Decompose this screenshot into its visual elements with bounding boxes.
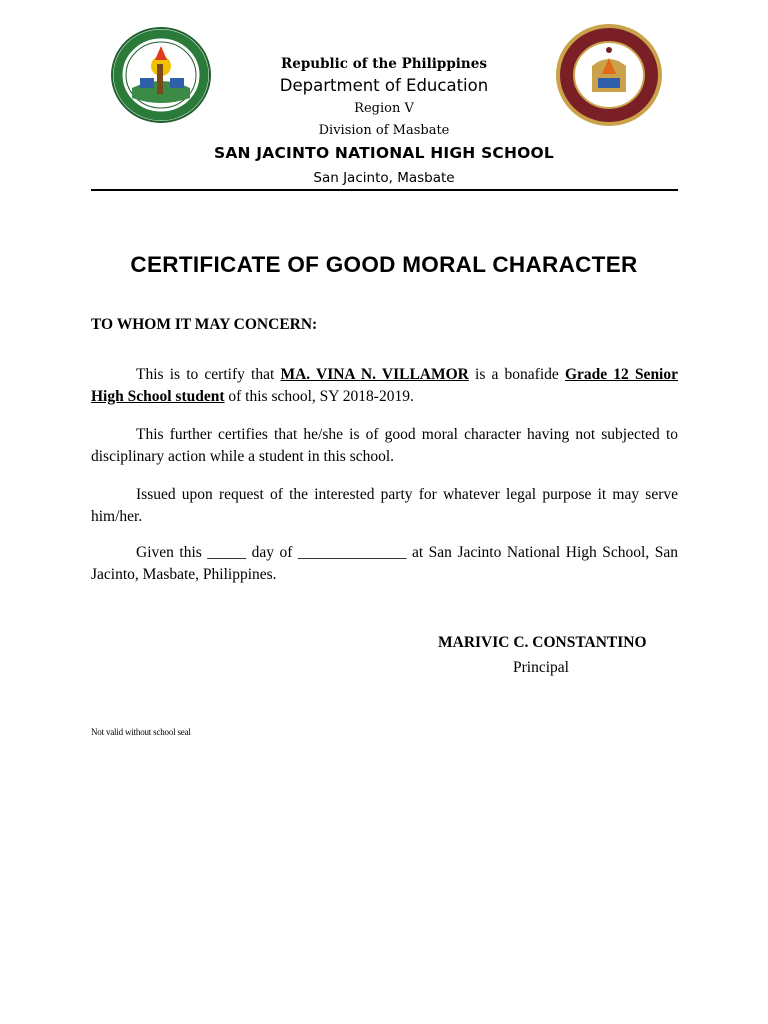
school-address: San Jacinto, Masbate [313,170,455,186]
validity-note: Not valid without school seal [91,727,191,737]
department-heading: Department of Education [279,76,489,95]
purpose-paragraph: Issued upon request of the interested party for whatever legal purpose it may serve him/her. [91,486,678,525]
region-heading: Region V [354,101,414,116]
salutation: TO WHOM IT MAY CONCERN: [91,316,318,333]
student-name: MA. VINA N. VILLAMOR [280,366,469,383]
p1-text-b: is a bonafide [468,366,565,383]
p1-text-c: of this school, SY 2018-2019. [224,388,414,405]
p1-text-a: This is to certify that [136,366,281,383]
division-heading: Division of Masbate [318,123,450,138]
header-divider [91,189,678,191]
certification-paragraph [91,364,678,408]
certificate-title: CERTIFICATE OF GOOD MORAL CHARACTER [130,252,638,277]
given-date-paragraph: Given this _____ day of ______________ at San Jacinto National High School, San Jacinto, Masbate, Philippines. [91,544,678,583]
republic-heading: Republic of the Philippines [281,56,487,72]
grade-level: Grade 12 Senior High School student [91,366,678,405]
school-name-heading: SAN JACINTO NATIONAL HIGH SCHOOL [213,144,555,162]
moral-character-paragraph: This further certifies that he/she is of good moral character having not subjected to disciplinary action while a student in this school. [91,426,678,465]
signatory-position: Principal [513,659,569,676]
signatory-name: MARIVIC C. CONSTANTINO [438,634,647,651]
